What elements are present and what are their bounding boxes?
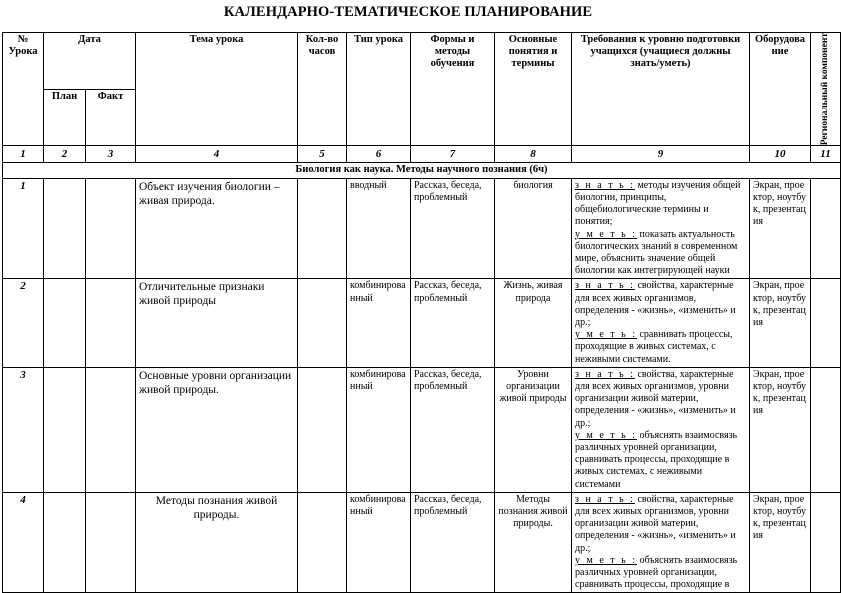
lesson-number: 1 bbox=[3, 178, 44, 279]
lesson-type: комбинированный bbox=[347, 367, 411, 492]
lesson-concepts: Методы познания живой природы. bbox=[495, 492, 572, 593]
header-plan: План bbox=[44, 89, 86, 146]
lesson-requirements bbox=[572, 178, 750, 279]
can-text: объяснять взаимосвязь различных уровней организации, сравнивать процессы, проходящие в bbox=[575, 554, 738, 591]
can-label: у м е т ь : bbox=[575, 228, 637, 240]
know-text: свойства, характерные для всех живых организмов, определения - «жизнь», «изменить» и др.; bbox=[575, 280, 736, 328]
lesson-number: 4 bbox=[3, 492, 44, 593]
can-label: у м е т ь : bbox=[575, 429, 637, 441]
col-number: 2 bbox=[44, 146, 86, 163]
lesson-concepts: Уровни организации живой природы bbox=[495, 367, 572, 492]
know-label: з н а т ь : bbox=[575, 179, 635, 191]
col-number: 4 bbox=[136, 146, 298, 163]
lesson-type: комбинированный bbox=[347, 279, 411, 367]
planning-table bbox=[2, 32, 841, 593]
lesson-forms: Рассказ, беседа, проблемный bbox=[411, 367, 495, 492]
header-num: № Урока bbox=[3, 33, 44, 146]
header-fact: Факт bbox=[86, 89, 136, 146]
table-row bbox=[3, 178, 841, 279]
plan-date bbox=[44, 367, 86, 492]
lesson-forms: Рассказ, беседа, проблемный bbox=[411, 492, 495, 593]
lesson-forms: Рассказ, беседа, проблемный bbox=[411, 279, 495, 367]
know-text: свойства, характерные для всех живых организмов, уровни организации живой материи, определения - «жизнь», «изменить» и др.; bbox=[575, 493, 736, 554]
col-number: 5 bbox=[298, 146, 347, 163]
col-number: 6 bbox=[347, 146, 411, 163]
lesson-regional bbox=[811, 492, 841, 593]
lesson-number: 3 bbox=[3, 367, 44, 492]
lesson-hours bbox=[298, 279, 347, 367]
plan-date bbox=[44, 279, 86, 367]
col-number: 10 bbox=[750, 146, 811, 163]
know-label: з н а т ь : bbox=[575, 280, 635, 292]
table-row bbox=[3, 367, 841, 492]
header-type: Тип урока bbox=[347, 33, 411, 146]
lesson-hours bbox=[298, 367, 347, 492]
know-text: методы изучения общей биологии, принципы, общебиологические термины и понятия; bbox=[575, 179, 741, 228]
lesson-topic: Отличительные признаки живой природы bbox=[136, 279, 298, 367]
table-row bbox=[3, 492, 841, 593]
fact-date bbox=[86, 492, 136, 593]
col-number: 1 bbox=[3, 146, 44, 163]
lesson-regional bbox=[811, 178, 841, 279]
fact-date bbox=[86, 367, 136, 492]
regional-label: Региональный компонент bbox=[820, 33, 831, 146]
lesson-regional bbox=[811, 367, 841, 492]
know-text: свойства, характерные для всех живых организмов, уровни организации живой материи, определения - «жизнь», «изменить» и др.; bbox=[575, 368, 736, 429]
header-hours: Кол-во часов bbox=[298, 33, 347, 146]
header-topic: Тема урока bbox=[136, 33, 298, 146]
header-concepts: Основные понятия и термины bbox=[495, 33, 572, 146]
can-text: сравнивать процессы, проходящие в живых системах, с неживыми системами. bbox=[575, 329, 733, 365]
col-number: 11 bbox=[811, 146, 841, 163]
can-text: объяснять взаимосвязь различных уровней организации, сравнивать процессы, проходящие в живых системах, с неживыми системами bbox=[575, 429, 738, 490]
page-title: КАЛЕНДАРНО-ТЕМАТИЧЕСКОЕ ПЛАНИРОВАНИЕ bbox=[223, 4, 593, 20]
lesson-topic: Объект изучения биологии – живая природа. bbox=[136, 178, 298, 279]
section-title: Биология как наука. Методы научного познания (6ч) bbox=[3, 163, 841, 178]
lesson-number: 2 bbox=[3, 279, 44, 367]
lesson-topic: Основные уровни организации живой природы. bbox=[136, 367, 298, 492]
header-regional bbox=[811, 33, 841, 146]
lesson-hours bbox=[298, 178, 347, 279]
header-row bbox=[3, 33, 841, 90]
header-date: Дата bbox=[44, 33, 136, 90]
lesson-equipment: Экран, проектор, ноутбук, презентация bbox=[750, 492, 811, 593]
lesson-type: вводный bbox=[347, 178, 411, 279]
lesson-hours bbox=[298, 492, 347, 593]
lesson-topic: Методы познания живой природы. bbox=[136, 492, 298, 593]
lesson-concepts: биология bbox=[495, 178, 572, 279]
plan-date bbox=[44, 492, 86, 593]
lesson-forms: Рассказ, беседа, проблемный bbox=[411, 178, 495, 279]
can-label: у м е т ь : bbox=[575, 554, 637, 566]
know-label: з н а т ь : bbox=[575, 493, 635, 505]
lesson-requirements bbox=[572, 279, 750, 367]
lesson-requirements bbox=[572, 367, 750, 492]
plan-date bbox=[44, 178, 86, 279]
col-number: 8 bbox=[495, 146, 572, 163]
lesson-concepts: Жизнь, живая природа bbox=[495, 279, 572, 367]
table-row bbox=[3, 279, 841, 367]
lesson-type: комбинированный bbox=[347, 492, 411, 593]
lesson-regional bbox=[811, 279, 841, 367]
section-row bbox=[3, 163, 841, 178]
lesson-equipment: Экран, проектор, ноутбук, презентация bbox=[750, 279, 811, 367]
col-number: 7 bbox=[411, 146, 495, 163]
lesson-equipment: Экран, проектор, ноутбук, презентация bbox=[750, 178, 811, 279]
know-label: з н а т ь : bbox=[575, 368, 635, 380]
header-forms: Формы и методы обучения bbox=[411, 33, 495, 146]
column-numbers-row bbox=[3, 146, 841, 163]
can-text: показать актуальность биологических знаний в современном мире, объяснить значение общей биологии как интегрирующей науки bbox=[575, 228, 738, 277]
fact-date bbox=[86, 279, 136, 367]
col-number: 9 bbox=[572, 146, 750, 163]
lesson-equipment: Экран, проектор, ноутбук, презентация bbox=[750, 367, 811, 492]
header-requirements: Требования к уровню подготовки учащихся (учащиеся должны знать/уметь) bbox=[572, 33, 750, 146]
header-equipment: Оборудование bbox=[750, 33, 811, 146]
lesson-requirements bbox=[572, 492, 750, 593]
fact-date bbox=[86, 178, 136, 279]
col-number: 3 bbox=[86, 146, 136, 163]
can-label: у м е т ь : bbox=[575, 329, 637, 341]
